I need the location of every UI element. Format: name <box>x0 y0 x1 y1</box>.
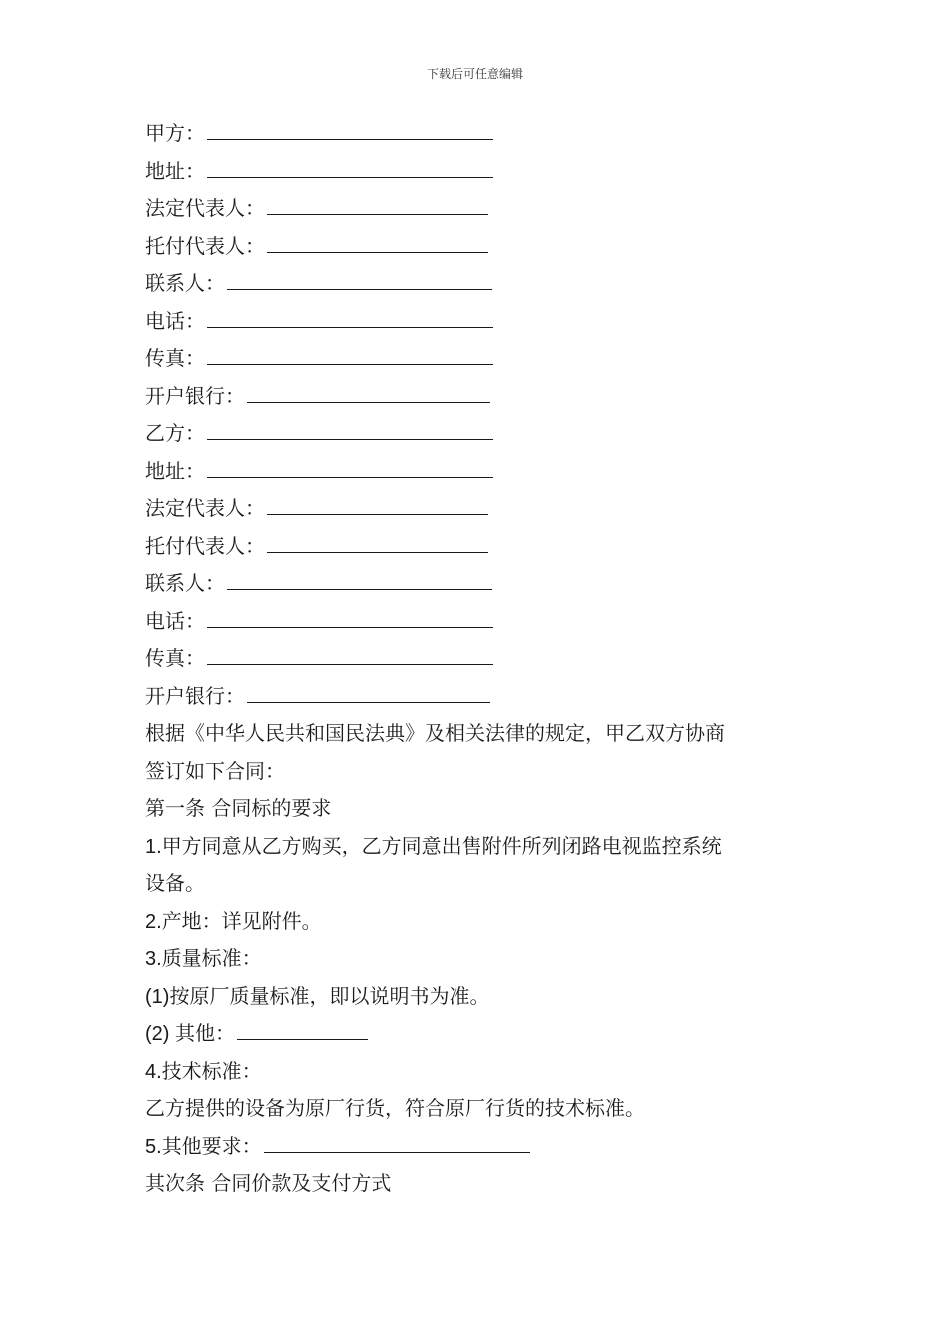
article-1-title: 第一条 合同标的要求 <box>145 796 332 820</box>
article-1-item-1 <box>145 828 810 866</box>
party-a-address-label: 地址： <box>145 158 205 183</box>
party-a-phone-field[interactable] <box>207 307 493 328</box>
party-b-phone-row <box>145 603 810 641</box>
sub-item-text: 按原厂质量标准，即以说明书为准。 <box>169 983 490 1008</box>
party-a-bank-row <box>145 378 810 416</box>
other-quality-field[interactable] <box>237 1019 368 1040</box>
contract-body <box>145 115 810 1203</box>
sub-item-number: (1) <box>145 985 170 1008</box>
party-b-contact-field[interactable] <box>227 569 492 590</box>
party-b-address-row <box>145 453 810 491</box>
sub-item-number: (2) <box>145 1023 175 1045</box>
item-number: 1. <box>145 835 162 858</box>
party-b-name-label: 乙方： <box>145 421 205 445</box>
article-1-item-1-continued: 设备。 <box>145 871 205 895</box>
party-a-bank-label: 开户银行： <box>145 383 245 408</box>
party-b-address-field[interactable] <box>207 457 493 478</box>
sub-item-text: 其他： <box>175 1021 235 1045</box>
item-number: 4. <box>145 1060 162 1083</box>
party-a-legal-rep-row <box>145 190 810 228</box>
party-b-agent-field[interactable] <box>267 532 488 553</box>
party-b-agent-row <box>145 528 810 566</box>
item-number: 3. <box>145 948 162 970</box>
party-a-contact-field[interactable] <box>227 269 492 290</box>
party-a-name-field[interactable] <box>207 119 493 140</box>
party-b-fax-row <box>145 640 810 678</box>
party-b-contact-label: 联系人： <box>145 571 225 595</box>
other-requirements-field[interactable] <box>264 1132 530 1153</box>
party-a-name-row <box>145 115 810 153</box>
party-a-contact-row <box>145 265 810 303</box>
item-number: 5. <box>145 1135 162 1158</box>
party-b-address-label: 地址： <box>145 458 205 483</box>
party-b-fax-label: 传真： <box>145 646 205 670</box>
page-header: 下载后可任意编辑 <box>426 67 523 81</box>
party-a-address-row <box>145 153 810 191</box>
party-b-name-field[interactable] <box>207 419 493 440</box>
item-text: 质量标准： <box>161 946 262 970</box>
party-a-name-label: 甲方： <box>145 121 205 145</box>
preamble-line-2: 签订如下合同： <box>145 758 285 783</box>
item-text: 技术标准： <box>161 1058 262 1083</box>
party-b-legal-rep-label: 法定代表人： <box>145 496 265 520</box>
party-a-agent-row <box>145 228 810 266</box>
party-a-fax-label: 传真： <box>145 346 205 370</box>
article-1-item-4 <box>145 1053 810 1091</box>
article-1-item-5 <box>145 1128 810 1166</box>
party-b-name-row <box>145 415 810 453</box>
party-a-contact-label: 联系人： <box>145 271 225 295</box>
party-b-bank-label: 开户银行： <box>145 683 245 708</box>
party-a-fax-row <box>145 340 810 378</box>
item-number: 2. <box>145 910 162 933</box>
article-2-title: 其次条 合同价款及支付方式 <box>145 1171 392 1195</box>
party-b-phone-field[interactable] <box>207 607 493 628</box>
preamble-line-1: 根据《中华人民共和国民法典》及相关法律的规定，甲乙双方协商 <box>145 721 725 745</box>
party-a-legal-rep-label: 法定代表人： <box>145 196 265 220</box>
party-b-legal-rep-field[interactable] <box>267 494 488 515</box>
article-1-item-3-sub-1 <box>145 978 810 1016</box>
party-b-fax-field[interactable] <box>207 644 493 665</box>
item-text: 产地：详见附件。 <box>161 908 322 933</box>
article-1-item-2 <box>145 903 810 941</box>
party-b-legal-rep-row <box>145 490 810 528</box>
party-a-agent-label: 托付代表人： <box>145 233 265 258</box>
article-1-item-3 <box>145 940 810 978</box>
item-text: 其他要求： <box>161 1133 262 1158</box>
party-b-phone-label: 电话： <box>145 608 205 633</box>
item-text: 甲方同意从乙方购买，乙方同意出售附件所列闭路电视监控系统 <box>161 833 722 858</box>
party-b-contact-row <box>145 565 810 603</box>
party-b-bank-row <box>145 678 810 716</box>
party-a-agent-field[interactable] <box>267 232 488 253</box>
party-b-agent-label: 托付代表人： <box>145 533 265 558</box>
party-a-bank-field[interactable] <box>247 382 490 403</box>
party-a-fax-field[interactable] <box>207 344 493 365</box>
article-1-item-4-text: 乙方提供的设备为原厂行货，符合原厂行货的技术标准。 <box>145 1096 645 1120</box>
party-a-phone-label: 电话： <box>145 308 205 333</box>
article-1-item-3-sub-2 <box>145 1015 810 1053</box>
party-a-legal-rep-field[interactable] <box>267 194 488 215</box>
party-b-bank-field[interactable] <box>247 682 490 703</box>
party-a-phone-row <box>145 303 810 341</box>
party-a-address-field[interactable] <box>207 157 493 178</box>
